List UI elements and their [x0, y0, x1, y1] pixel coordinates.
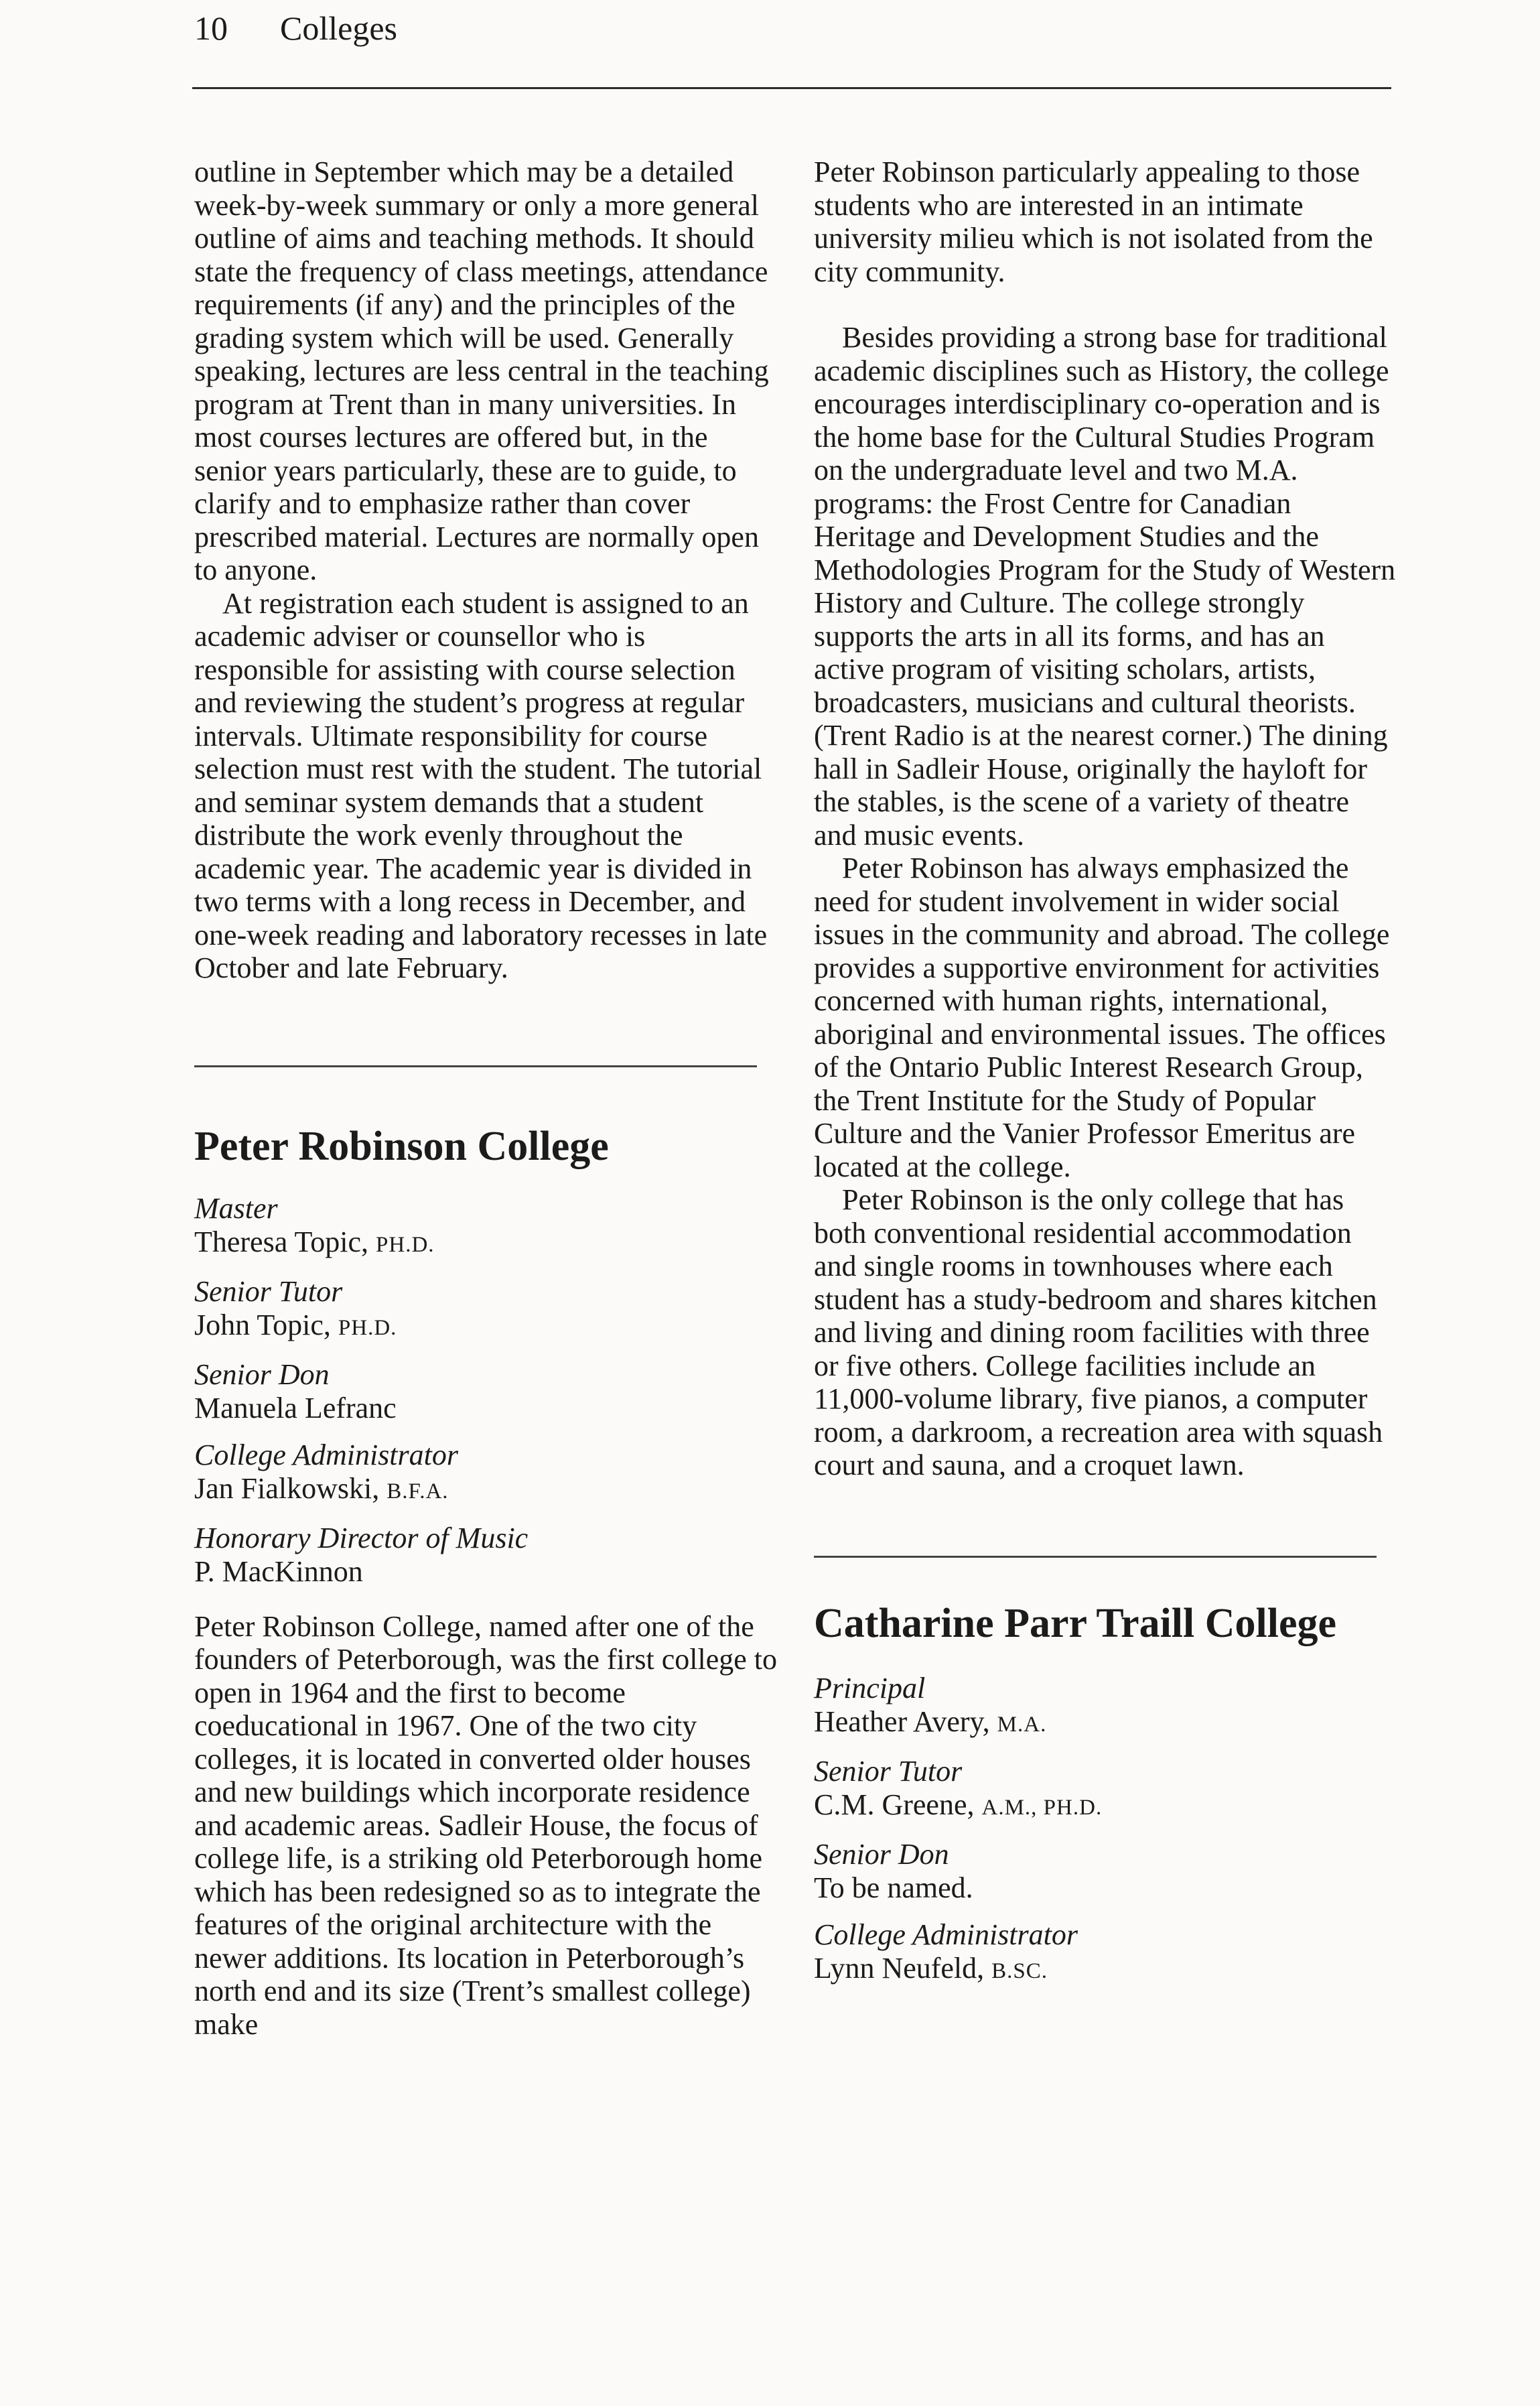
- left-column: [194, 155, 777, 2041]
- right-column: [814, 155, 1397, 2001]
- intro-paragraph-1: outline in September which may be a detailed week-by-week summary or only a more general outline of aims and teaching methods. It should state the frequency of class meetings, attendance requirements (if any) and the principles of the grading system which will be used. Generally speaking, lectures are less central in the teaching program at Trent than in many universities. In most courses lectures are offered but, in the senior years particularly, these are to guide, to clarify and to emphasize rather than cover prescribed material. Lectures are normally open to anyone.: [194, 155, 769, 586]
- officer-entry: [814, 1918, 1397, 1988]
- page-header: [194, 7, 397, 50]
- officer-name: Heather Avery,: [814, 1705, 990, 1738]
- peter-robinson-paragraph-3: Peter Robinson has always emphasized the need for student involvement in wider social issues in the community and abroad. The college provides a supportive environment for activities concerned with human rights, international, aboriginal and environmental issues. The offices of the Ontario Public Interest Research Group, the Trent Institute for the Study of Popular Culture and the Vanier Professor Emeritus are located at the college.: [814, 852, 1390, 1183]
- officer-entry: [814, 1672, 1397, 1741]
- officer-degree: PH.D.: [338, 1315, 397, 1340]
- section-divider: [814, 1556, 1377, 1558]
- officer-role: Master: [194, 1191, 278, 1225]
- officer-entry: [194, 1358, 777, 1425]
- officer-degree: A.M., PH.D.: [981, 1795, 1103, 1820]
- officer-name: P. MacKinnon: [194, 1554, 363, 1588]
- peter-robinson-paragraph-4: Peter Robinson is the only college that has both conventional residential accommodation and single rooms in townhouses where each student has a study-bedroom and shares kitchen and living and dining room facilities with three or five others. College facilities include an 11,000-volume library, five pianos, a computer room, a darkroom, a recreation area with squash court and sauna, and a croquet lawn.: [814, 1183, 1383, 1481]
- officer-role: College Administrator: [814, 1918, 1078, 1951]
- officer-entry: [194, 1522, 777, 1589]
- officer-degree: B.F.A.: [387, 1479, 449, 1503]
- officer-name: C.M. Greene,: [814, 1788, 975, 1821]
- officer-role: Honorary Director of Music: [194, 1521, 529, 1554]
- officer-entry: [194, 1439, 777, 1508]
- officer-entry: [814, 1755, 1397, 1824]
- peter-robinson-paragraph-2: Besides providing a strong base for traditional academic disciplines such as History, the college encourages interdisciplinary co-operation and is the home base for the Cultural Studies Program on the undergraduate level and two M.A. programs: the Frost Centre for Canadian Heritage and Development Studies and the Methodologies Program for the Study of Western History and Culture. The college strongly supports the arts in all its forms, and has an active program of visiting scholars, artists, broadcasters, musicians and cultural theorists. (Trent Radio is at the nearest corner.) The dining hall in Sadleir House, originally the hayloft for the stables, is the scene of a variety of theatre and music events.: [814, 321, 1396, 852]
- peter-robinson-paragraph-1: Peter Robinson College, named after one of the founders of Peterborough, was the first college to open in 1964 and the first to become coeducational in 1967. One of the two city colleges, it is located in converted older houses and new buildings which incorporate residence and academic areas. Sadleir House, the focus of college life, is a striking old Peterborough home which has been redesigned so as to integrate the features of the original architecture with the newer additions. Its location in Peterborough’s north end and its size (Trent’s smallest college) make: [194, 1609, 777, 2041]
- officer-name: Theresa Topic,: [194, 1225, 369, 1258]
- officer-role: Senior Tutor: [194, 1274, 343, 1308]
- officer-name: Manuela Lefranc: [194, 1391, 397, 1424]
- officer-degree: PH.D.: [376, 1232, 435, 1257]
- officers-list: [194, 1192, 777, 1589]
- peter-robinson-paragraph-1-continued: Peter Robinson particularly appealing to those students who are interested in an intimate university milieu which is not isolated from the city community.: [814, 155, 1373, 288]
- section-title-peter-robinson: Peter Robinson College: [194, 1123, 609, 1169]
- officer-role: Senior Don: [194, 1357, 330, 1391]
- intro-paragraph-2: At registration each student is assigned to an academic adviser or counsellor who is responsible for assisting with course selection and reviewing the student’s progress at regular intervals. Ultimate responsibility for course selection must rest with the student. The tutorial and seminar system demands that a student distribute the work evenly throughout the academic year. The academic year is divided in two terms with a long recess in December, and one-week reading and laboratory recesses in late October and late February.: [194, 586, 768, 984]
- officer-entry: [194, 1192, 777, 1262]
- officer-role: Principal: [814, 1671, 926, 1705]
- page-number: 10: [194, 9, 228, 47]
- officer-name: To be named.: [814, 1871, 973, 1904]
- officer-degree: B.SC.: [991, 1958, 1048, 1983]
- officers-list: [814, 1672, 1397, 1988]
- officer-role: Senior Tutor: [814, 1754, 963, 1788]
- officer-entry: [194, 1275, 777, 1345]
- section-divider: [194, 1065, 757, 1067]
- officer-role: Senior Don: [814, 1837, 949, 1871]
- officer-degree: M.A.: [997, 1712, 1047, 1737]
- section-title-catharine-parr-traill: Catharine Parr Traill College: [814, 1600, 1337, 1646]
- running-section-title: Colleges: [280, 9, 397, 47]
- officer-name: John Topic,: [194, 1308, 331, 1341]
- officer-name: Lynn Neufeld,: [814, 1951, 985, 1985]
- officer-role: College Administrator: [194, 1438, 458, 1471]
- officer-entry: [814, 1838, 1397, 1905]
- header-rule: [192, 87, 1391, 89]
- officer-name: Jan Fialkowski,: [194, 1471, 380, 1505]
